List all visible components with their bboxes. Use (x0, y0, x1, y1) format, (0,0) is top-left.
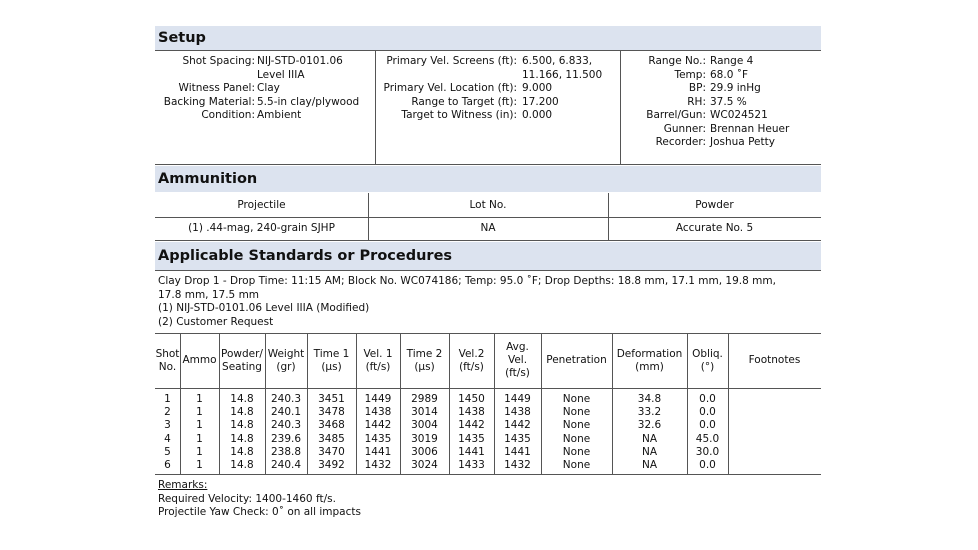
table-header-powder-seating: Seating (222, 360, 262, 373)
table-header-rule (155, 388, 821, 389)
rh-value: 37.5 % (710, 95, 747, 108)
ammo-lot-value: NA (480, 222, 496, 234)
cell-obliquity: 0.0 (699, 419, 716, 432)
cell-weight: 240.3 (270, 419, 302, 432)
range-to-target-label: Range to Target (ft): (411, 95, 517, 108)
cell-shot-no: 3 (164, 419, 171, 432)
table-header-time1: (µs) (321, 360, 342, 373)
cell-vel2: 1442 (458, 419, 485, 432)
cell-powder-seating: 14.8 (230, 419, 254, 432)
target-to-witness-label: Target to Witness (in): (401, 109, 517, 121)
setup-top-rule (155, 50, 821, 51)
table-header-avg-vel: (ft/s) (505, 367, 530, 379)
setup-bottom-rule (155, 164, 821, 165)
remarks-required-velocity: Required Velocity: 1400-1460 ft/s. (158, 492, 336, 505)
bp-value: 29.9 inHg (710, 82, 761, 94)
cell-vel2: 1450 (458, 393, 485, 405)
cell-weight: 240.1 (270, 406, 302, 419)
cell-vel1: 1449 (364, 393, 392, 405)
ammo-header-powder: Powder (695, 199, 734, 211)
vel-screens-value-2: 11.166, 11.500 (522, 68, 603, 81)
table-header-avg-vel: Avg. (506, 341, 529, 353)
cell-time1: 3468 (318, 419, 345, 432)
vel-location-value: 9.000 (522, 82, 553, 94)
cell-weight: 240.4 (270, 459, 302, 471)
barrel-gun-label: Barrel/Gun: (646, 109, 706, 121)
cell-powder-seating: 14.8 (230, 393, 254, 405)
cell-penetration: None (562, 445, 591, 458)
standards-rule (155, 270, 821, 271)
cell-deformation: 33.2 (637, 406, 662, 419)
cell-avg-vel: 1432 (504, 459, 531, 471)
cell-obliquity: 0.0 (699, 393, 716, 405)
cell-vel1: 1438 (364, 406, 392, 419)
cell-deformation: NA (641, 445, 658, 458)
cell-time2: 2989 (411, 393, 438, 405)
cell-ammo: 1 (196, 393, 203, 405)
cell-vel2: 1433 (458, 459, 485, 471)
table-header-time1: Time 1 (313, 347, 350, 360)
ammo-header-lot: Lot No. (469, 199, 507, 211)
shot-spacing-label: Shot Spacing: (182, 55, 255, 67)
cell-deformation: 32.6 (637, 419, 662, 432)
table-header-obliquity: Obliq. (692, 347, 723, 360)
table-header-vel1: (ft/s) (365, 360, 391, 373)
target-to-witness-value: 0.000 (522, 109, 553, 121)
witness-panel-label: Witness Panel: (178, 82, 255, 94)
cell-ammo: 1 (196, 432, 203, 445)
standards-section-header: Applicable Standards or Procedures (155, 242, 821, 270)
standard-ref-2: (2) Customer Request (158, 315, 274, 328)
cell-deformation: NA (641, 432, 658, 445)
table-header-vel2: Vel.2 (458, 347, 485, 360)
cell-penetration: None (562, 419, 591, 432)
range-no-label: Range No.: (648, 55, 706, 67)
ammo-projectile-value: (1) .44-mag, 240-grain SJHP (188, 222, 335, 234)
table-header-obliquity: (°) (700, 360, 715, 373)
cell-time2: 3024 (411, 459, 438, 471)
cell-penetration: None (562, 406, 591, 419)
table-header-time2: Time 2 (406, 347, 443, 360)
cell-vel1: 1441 (364, 445, 392, 458)
cell-ammo: 1 (196, 459, 203, 471)
clay-drop-line-2: 17.8 mm, 17.5 mm (158, 288, 260, 301)
cell-powder-seating: 14.8 (230, 459, 254, 471)
cell-penetration: None (562, 393, 591, 405)
cell-deformation: NA (641, 459, 658, 471)
cell-time1: 3485 (318, 432, 345, 445)
table-top-rule (155, 333, 821, 334)
range-to-target-value: 17.200 (522, 95, 559, 108)
temp-label: Temp: (674, 68, 706, 81)
clay-drop-line-1: Clay Drop 1 - Drop Time: 11:15 AM; Block No. WC074186; Temp: 95.0 ˚F; Drop Depths: 18.8 mm, 17.1 mm, 19.8 mm, (158, 275, 776, 287)
table-header-shot-no: Shot (155, 347, 180, 360)
cell-avg-vel: 1442 (504, 419, 531, 432)
cell-time2: 3004 (411, 419, 438, 432)
range-no-value: Range 4 (710, 55, 754, 67)
backing-material-value: 5.5-in clay/plywood (257, 95, 360, 108)
cell-powder-seating: 14.8 (230, 445, 254, 458)
ammo-header-rule (155, 217, 821, 218)
gunner-label: Gunner: (663, 122, 706, 135)
cell-ammo: 1 (196, 406, 203, 419)
cell-ammo: 1 (196, 419, 203, 432)
table-bottom-rule (155, 474, 821, 475)
gunner-value: Brennan Heuer (710, 122, 790, 135)
cell-avg-vel: 1435 (504, 432, 531, 445)
witness-panel-value: Clay (257, 82, 280, 94)
ammunition-section-header: Ammunition (155, 166, 821, 192)
cell-shot-no: 6 (164, 459, 171, 471)
cell-obliquity: 0.0 (699, 459, 716, 471)
cell-time1: 3451 (318, 393, 345, 405)
table-header-weight: (gr) (276, 360, 296, 373)
cell-shot-no: 5 (164, 445, 171, 458)
table-header-vel2: (ft/s) (459, 360, 484, 373)
cell-deformation: 34.8 (637, 393, 662, 405)
vel-screens-label: Primary Vel. Screens (ft): (386, 55, 517, 67)
shot-spacing-value: NIJ-STD-0101.06 (257, 55, 343, 67)
cell-obliquity: 45.0 (695, 432, 720, 445)
cell-avg-vel: 1438 (504, 406, 531, 419)
cell-penetration: None (562, 432, 591, 445)
table-header-avg-vel: Vel. (507, 354, 528, 366)
cell-time2: 3006 (411, 445, 438, 458)
cell-time1: 3478 (318, 406, 345, 419)
remarks-title: Remarks: (158, 479, 208, 491)
cell-time1: 3470 (318, 445, 345, 458)
cell-shot-no: 1 (164, 393, 171, 405)
table-header-powder-seating: Powder/ (221, 347, 263, 360)
condition-label: Condition: (201, 109, 255, 121)
setup-divider-2 (620, 50, 621, 164)
cell-avg-vel: 1449 (504, 393, 531, 405)
cell-weight: 238.8 (270, 445, 302, 458)
table-header-shot-no: No. (158, 360, 177, 373)
table-header-deformation: (mm) (635, 360, 664, 373)
bp-label: BP: (688, 82, 706, 94)
cell-time2: 3019 (411, 432, 438, 445)
shot-spacing-value-2: Level IIIA (257, 68, 305, 81)
table-header-penetration: Penetration (546, 354, 607, 366)
cell-vel2: 1435 (458, 432, 485, 445)
cell-ammo: 1 (196, 445, 203, 458)
cell-obliquity: 30.0 (695, 445, 720, 458)
cell-obliquity: 0.0 (699, 406, 716, 419)
remarks-yaw-check: Projectile Yaw Check: 0˚ on all impacts (158, 506, 361, 518)
cell-avg-vel: 1441 (504, 445, 531, 458)
cell-weight: 239.6 (270, 432, 302, 445)
table-header-weight: Weight (267, 347, 305, 360)
setup-divider-1 (375, 50, 376, 164)
cell-penetration: None (562, 459, 591, 471)
vel-screens-value: 6.500, 6.833, (522, 55, 593, 67)
table-header-deformation: Deformation (616, 347, 683, 360)
setup-section-header: Setup (155, 26, 821, 50)
cell-weight: 240.3 (270, 393, 302, 405)
condition-value: Ambient (257, 109, 302, 121)
cell-vel1: 1435 (364, 432, 392, 445)
cell-powder-seating: 14.8 (230, 432, 254, 445)
rh-label: RH: (687, 95, 706, 108)
cell-shot-no: 4 (164, 432, 171, 445)
barrel-gun-value: WC024521 (710, 109, 768, 121)
backing-material-label: Backing Material: (163, 95, 255, 108)
temp-value: 68.0 ˚F (710, 68, 749, 81)
cell-vel2: 1438 (458, 406, 485, 419)
cell-vel1: 1442 (364, 419, 392, 432)
ammo-bottom-rule (155, 240, 821, 241)
table-header-ammo: Ammo (182, 354, 217, 366)
recorder-value: Joshua Petty (710, 136, 775, 148)
ammo-header-projectile: Projectile (237, 199, 286, 211)
cell-vel2: 1441 (458, 445, 485, 458)
cell-powder-seating: 14.8 (230, 406, 254, 419)
standard-ref-1: (1) NIJ-STD-0101.06 Level IIIA (Modified) (158, 302, 370, 314)
recorder-label: Recorder: (655, 136, 706, 148)
vel-location-label: Primary Vel. Location (ft): (383, 82, 517, 94)
cell-shot-no: 2 (164, 406, 171, 419)
ammo-powder-value: Accurate No. 5 (675, 222, 754, 234)
table-header-time2: (µs) (414, 360, 435, 373)
cell-vel1: 1432 (364, 459, 392, 471)
table-header-footnotes: Footnotes (748, 354, 801, 366)
cell-time1: 3492 (318, 459, 345, 471)
table-header-vel1: Vel. 1 (363, 347, 393, 360)
cell-time2: 3014 (411, 406, 438, 419)
